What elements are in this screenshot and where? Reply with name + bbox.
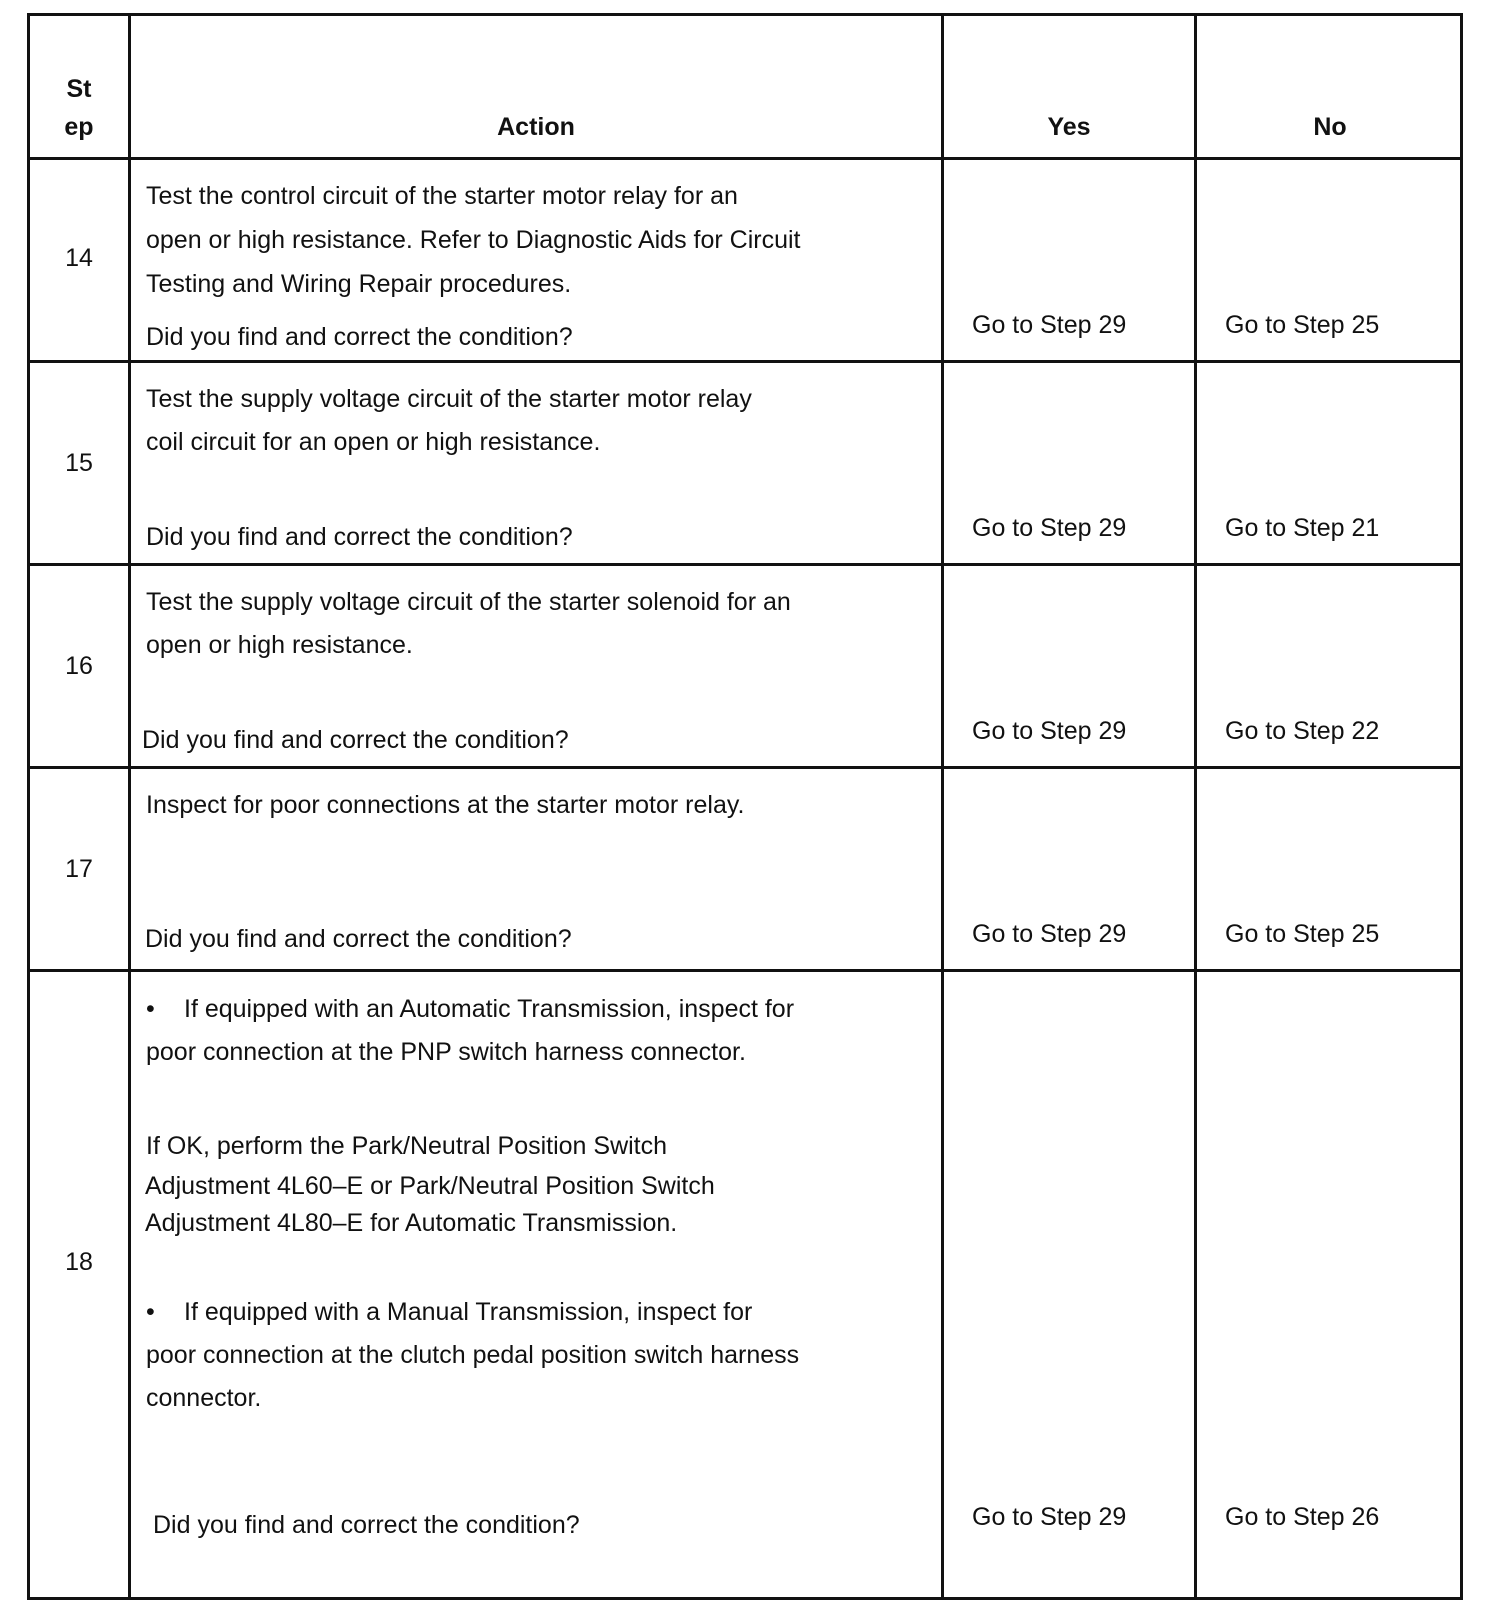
no-cell [1197,160,1463,360]
yes-cell [944,972,1197,1600]
yes-goto-link[interactable]: Go to Step 29 [972,920,1127,948]
step-number: 18 [65,1248,93,1276]
action-cell [131,363,944,563]
action-question: Did you find and correct the condition? [146,523,573,551]
table-row [30,769,1460,972]
ok-line: Adjustment 4L80–E for Automatic Transmission. [145,1209,678,1237]
yes-goto-link[interactable]: Go to Step 29 [972,1503,1127,1531]
no-goto-link[interactable]: Go to Step 26 [1225,1503,1380,1531]
bullet-item [146,1290,752,1334]
no-goto-link[interactable]: Go to Step 25 [1225,311,1380,339]
step-cell [30,972,131,1600]
yes-cell [944,363,1197,563]
ok-line: If OK, perform the Park/Neutral Position Switch [146,1132,668,1160]
action-question: Did you find and correct the condition? [153,1511,580,1539]
no-goto-link[interactable]: Go to Step 21 [1225,514,1380,542]
bullet-text: If equipped with an Automatic Transmission, inspect for [184,995,795,1023]
no-cell [1197,769,1463,969]
step-cell [30,160,131,360]
yes-goto-link[interactable]: Go to Step 29 [972,717,1127,745]
action-line: open or high resistance. Refer to Diagnostic Aids for Circuit [146,226,801,254]
no-cell [1197,566,1463,766]
yes-cell [944,160,1197,360]
step-cell [30,363,131,563]
action-cell [131,160,944,360]
action-line: Testing and Wiring Repair procedures. [146,270,572,298]
bullet-text-continued: poor connection at the PNP switch harness connector. [146,1038,746,1066]
action-cell [131,566,944,766]
no-cell [1197,363,1463,563]
table-row [30,566,1460,769]
action-line: Test the supply voltage circuit of the starter motor relay [146,385,752,413]
step-cell [30,566,131,766]
table-row [30,972,1460,1600]
action-line: Test the control circuit of the starter motor relay for an [146,182,738,210]
step-number: 15 [65,449,93,477]
yes-cell [944,566,1197,766]
action-line: Test the supply voltage circuit of the starter solenoid for an [146,588,791,616]
header-no-cell [1197,16,1463,157]
action-question: Did you find and correct the condition? [146,323,573,351]
bullet-marker: • [146,995,155,1023]
action-question: Did you find and correct the condition? [142,726,569,754]
header-step-line2: ep [64,113,94,141]
yes-cell [944,769,1197,969]
action-question: Did you find and correct the condition? [145,925,572,953]
table-row [30,363,1460,566]
bullet-text: If equipped with a Manual Transmission, inspect for [184,1298,753,1326]
step-number: 14 [65,244,93,272]
header-no: No [1313,113,1347,141]
no-cell [1197,972,1463,1600]
table-header-row [30,16,1460,160]
table-row [30,160,1460,363]
step-number: 17 [65,855,93,883]
step-number: 16 [65,652,93,680]
action-cell [131,769,944,969]
header-action: Action [497,113,575,141]
bullet-item [146,987,794,1031]
action-line: open or high resistance. [146,631,413,659]
bullet-text-continued: connector. [146,1384,262,1412]
yes-goto-link[interactable]: Go to Step 29 [972,514,1127,542]
header-action-cell [131,16,944,157]
step-cell [30,769,131,969]
action-line: coil circuit for an open or high resistance. [146,428,601,456]
ok-line: Adjustment 4L60–E or Park/Neutral Position Switch [145,1172,715,1200]
action-line: Inspect for poor connections at the starter motor relay. [146,791,745,819]
header-yes-cell [944,16,1197,157]
no-goto-link[interactable]: Go to Step 25 [1225,920,1380,948]
header-step-cell [30,16,131,157]
bullet-text-continued: poor connection at the clutch pedal position switch harness [146,1341,800,1369]
header-yes: Yes [1047,113,1091,141]
no-goto-link[interactable]: Go to Step 22 [1225,717,1380,745]
header-step-line1: St [66,75,92,103]
yes-goto-link[interactable]: Go to Step 29 [972,311,1127,339]
action-cell [131,972,944,1600]
bullet-marker: • [146,1298,155,1326]
diagnostic-table [27,13,1463,1600]
